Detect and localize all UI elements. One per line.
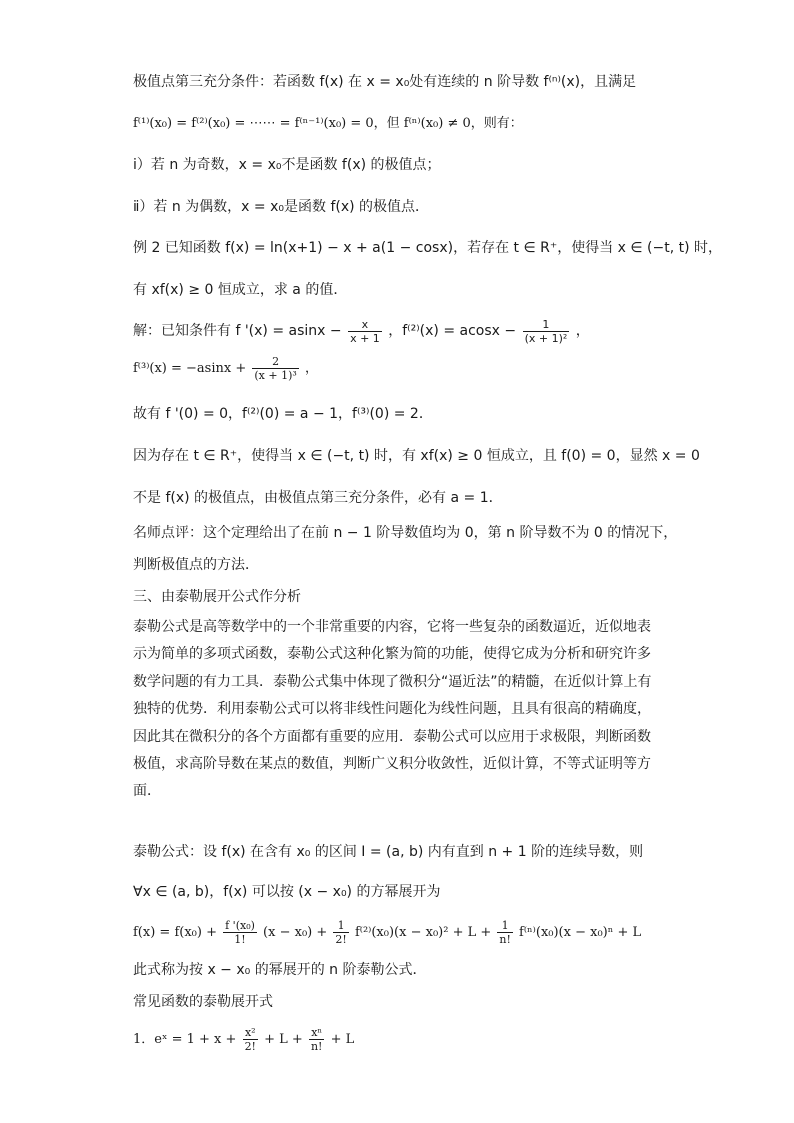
fraction-denominator: 1!	[234, 933, 246, 946]
paragraph-line: 因此其在微积分的各个方面都有重要的应用．泰勒公式可以应用于求极限，判断函数	[133, 728, 651, 745]
paragraph-line: 示为简单的多项式函数，泰勒公式这种化繁为简的功能，使得它成为分析和研究许多	[133, 646, 651, 663]
exp-expansion	[133, 1022, 354, 1058]
paragraph-line: 泰勒公式是高等数学中的一个非常重要的内容，它将一些复杂的函数逼近，近似地表	[133, 619, 651, 635]
solution-text-c: ，	[575, 323, 590, 339]
fraction-1-over-nfact	[497, 919, 513, 946]
text-line-third-sufficient-condition: 极值点第三充分条件：若函数 f(x) 在 x = x₀处有连续的 n 阶导数 f⁽ⁿ⁾(x)，且满足	[133, 74, 637, 90]
fraction-numerator: x	[348, 318, 382, 332]
exp-expansion-a: 1．eˣ = 1 + x +	[133, 1032, 237, 1047]
taylor-intro-paragraph	[133, 614, 661, 806]
common-expansions-heading: 常见函数的泰勒展开式	[133, 994, 273, 1010]
section-heading-taylor: 三、由泰勒展开公式作分析	[133, 589, 301, 605]
fraction-1-over-square	[523, 318, 570, 345]
taylor-formula-a: f(x) = f(x₀) +	[133, 925, 217, 940]
third-derivative-line	[133, 352, 318, 386]
paragraph-line: 独特的优势．利用泰勒公式可以将非线性问题化为线性问题，且具有很高的精确度，	[133, 701, 651, 718]
taylor-formula-name: 此式称为按 x − x₀ 的幂展开的 n 阶泰勒公式．	[133, 962, 427, 978]
taylor-formula	[133, 915, 641, 951]
fraction-denominator: 2!	[244, 1040, 256, 1053]
fraction-numerator: 1	[497, 919, 513, 933]
formula-derivatives-zero: f⁽¹⁾(x₀) = f⁽²⁾(x₀) = ⋯⋯ = f⁽ⁿ⁻¹⁾(x₀) = 0，但 f⁽ⁿ⁾(x₀) ≠ 0，则有：	[133, 116, 523, 131]
taylor-expansion-intro: ∀x ∈ (a, b)，f(x) 可以按 (x − x₀) 的方幂展开为	[133, 884, 441, 900]
example-2-statement: 例 2 已知函数 f(x) = ln(x+1) − x + a(1 − cosx)，若存在 t ∈ R⁺，使得当 x ∈ (−t, t) 时，	[133, 240, 723, 256]
fraction-denominator: (x + 1)²	[524, 331, 568, 345]
fraction-denominator: 2!	[335, 933, 347, 946]
fraction-x2-over-2fact	[243, 1026, 258, 1053]
case-ii-even: ⅱ）若 n 为偶数，x = x₀是函数 f(x) 的极值点．	[133, 199, 430, 215]
fraction-denominator: n!	[499, 933, 511, 946]
solution-text-b: ，f⁽²⁾(x) = acosx −	[388, 323, 517, 339]
fraction-numerator: 1	[523, 318, 570, 332]
fraction-1-over-2fact	[333, 919, 348, 946]
paragraph-line: 面．	[133, 783, 161, 800]
teacher-comment-line-2: 判断极值点的方法．	[133, 557, 259, 573]
paragraph-line: 数学问题的有力工具．泰勒公式集中体现了微积分“逼近法”的精髓，在近似计算上有	[133, 673, 652, 690]
teacher-comment-line-1: 名师点评：这个定理给出了在前 n − 1 阶导数值均为 0，第 n 阶导数不为 0 的情况下，	[133, 525, 678, 541]
fraction-denominator: (x + 1)³	[254, 369, 297, 382]
fraction-numerator: x²	[243, 1026, 258, 1040]
fraction-numerator: f '(x₀)	[225, 919, 255, 932]
reasoning-line-2: 不是 f(x) 的极值点，由极值点第三充分条件，必有 a = 1．	[133, 490, 503, 506]
fraction-2-over-cube	[252, 355, 298, 382]
fraction-denominator: n!	[310, 1040, 323, 1053]
solution-text-a: 解：已知条件有 f '(x) = asinx −	[133, 323, 342, 339]
fraction-numerator: 2	[252, 355, 298, 369]
fraction-fprime-over-1fact	[223, 919, 257, 946]
taylor-formula-statement: 泰勒公式：设 f(x) 在含有 x₀ 的区间 I = (a, b) 内有直到 n + 1 阶的连续导数，则	[133, 844, 644, 860]
reasoning-line-1: 因为存在 t ∈ R⁺，使得当 x ∈ (−t, t) 时，有 xf(x) ≥ 0 恒成立，且 f(0) = 0，显然 x = 0	[133, 448, 700, 464]
fraction-xn-over-nfact	[309, 1026, 325, 1053]
derivative-values-at-zero: 故有 f '(0) = 0，f⁽²⁾(0) = a − 1，f⁽³⁾(0) = 2．	[133, 406, 433, 422]
solution-derivatives-line	[133, 314, 590, 348]
exp-expansion-b: + L +	[264, 1032, 303, 1047]
paragraph-line: 极值，求高阶导数在某点的数值，判断广义积分收敛性，近似计算，不等式证明等方	[133, 756, 651, 773]
example-2-question: 有 xf(x) ≥ 0 恒成立，求 a 的值．	[133, 282, 348, 298]
taylor-formula-b: (x − x₀) +	[263, 925, 328, 940]
case-i-odd: ⅰ）若 n 为奇数，x = x₀不是函数 f(x) 的极值点；	[133, 157, 441, 173]
taylor-formula-d: f⁽ⁿ⁾(x₀)(x − x₀)ⁿ + L	[519, 925, 642, 940]
taylor-formula-c: f⁽²⁾(x₀)(x − x₀)² + L +	[354, 925, 492, 940]
third-derivative-comma: ，	[304, 361, 318, 376]
fraction-x-over-x-plus-1	[348, 318, 382, 345]
third-derivative-text: f⁽³⁾(x) = −asinx +	[133, 361, 247, 376]
fraction-numerator: xⁿ	[309, 1026, 325, 1040]
fraction-denominator: x + 1	[350, 331, 380, 345]
exp-expansion-c: + L	[330, 1032, 355, 1047]
fraction-numerator: 1	[333, 919, 348, 933]
